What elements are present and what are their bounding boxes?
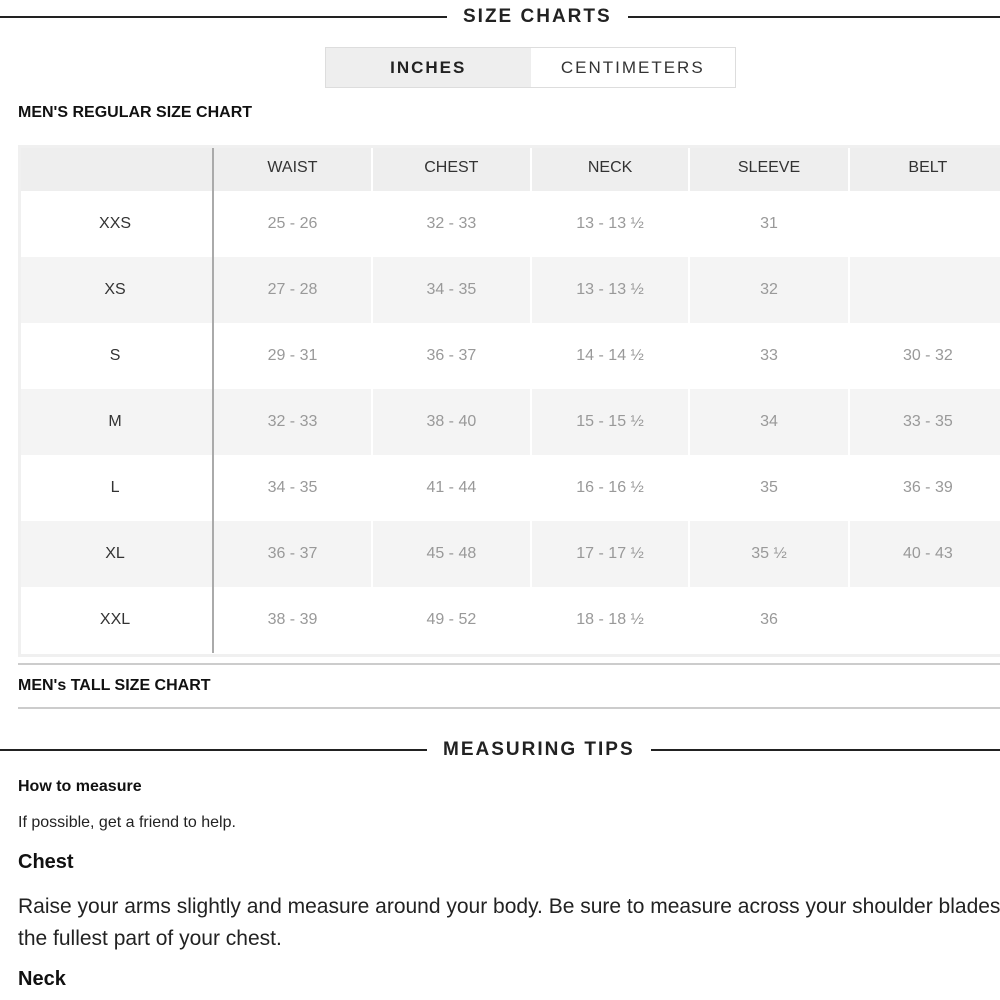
neck-tip-title: Neck: [18, 968, 66, 990]
table-cell: 14 - 14 ½: [532, 323, 691, 389]
table-row: [18, 389, 1000, 455]
table-cell: 35 ½: [690, 521, 849, 587]
header-chest: CHEST: [373, 145, 532, 191]
table-cell: 45 - 48: [373, 521, 532, 587]
size-label: XXL: [18, 587, 214, 653]
table-cell: 13 - 13 ½: [532, 257, 691, 323]
table-cell: 34 - 35: [373, 257, 532, 323]
size-label: M: [18, 389, 214, 455]
table-cell: [850, 587, 1000, 653]
table-cell: 30 - 32: [850, 323, 1000, 389]
table-cell: 15 - 15 ½: [532, 389, 691, 455]
table-cell: 32: [690, 257, 849, 323]
size-charts-title: SIZE CHARTS: [463, 6, 612, 27]
table-cell: 34: [690, 389, 849, 455]
header-sleeve: SLEEVE: [690, 145, 849, 191]
table-cell: 40 - 43: [850, 521, 1000, 587]
table-cell: 35: [690, 455, 849, 521]
divider: [18, 707, 1000, 709]
table-cell: 32 - 33: [214, 389, 373, 455]
heading-rule-left: [0, 749, 427, 751]
header-belt: BELT: [850, 145, 1000, 191]
table-cell: 17 - 17 ½: [532, 521, 691, 587]
chest-tip-line: Raise your arms slightly and measure around your body. Be sure to measure across your shoulder blades: [18, 895, 1000, 918]
regular-size-chart-title: MEN'S REGULAR SIZE CHART: [18, 104, 253, 121]
table-row: [18, 191, 1000, 257]
chest-tip-title: Chest: [18, 851, 74, 873]
table-cell: 33: [690, 323, 849, 389]
size-label: XS: [18, 257, 214, 323]
table-cell: 36 - 37: [214, 521, 373, 587]
header-neck: NECK: [532, 145, 691, 191]
table-cell: 16 - 16 ½: [532, 455, 691, 521]
divider: [18, 663, 1000, 665]
table-cell: 33 - 35: [850, 389, 1000, 455]
header-waist: WAIST: [214, 145, 373, 191]
how-to-measure-title: How to measure: [18, 778, 142, 795]
tab-centimeters[interactable]: CENTIMETERS: [531, 48, 736, 87]
table-cell: [850, 191, 1000, 257]
table-cell: 36: [690, 587, 849, 653]
table-row: [18, 257, 1000, 323]
heading-rule-right: [628, 16, 1000, 18]
table-row: [18, 521, 1000, 587]
unit-toggle: [325, 47, 736, 88]
header-size-column: [18, 145, 214, 191]
table-cell: 49 - 52: [373, 587, 532, 653]
table-cell: [850, 257, 1000, 323]
tab-inches[interactable]: INCHES: [326, 48, 531, 87]
measuring-tips-heading: [0, 739, 1000, 761]
chest-tip-line: the fullest part of your chest.: [18, 927, 282, 950]
table-row: [18, 587, 1000, 653]
table-cell: 38 - 40: [373, 389, 532, 455]
size-charts-heading: [0, 6, 1000, 28]
table-cell: 31: [690, 191, 849, 257]
table-cell: 34 - 35: [214, 455, 373, 521]
table-cell: 27 - 28: [214, 257, 373, 323]
table-cell: 41 - 44: [373, 455, 532, 521]
how-to-measure-text: If possible, get a friend to help.: [18, 814, 236, 831]
size-label: L: [18, 455, 214, 521]
heading-rule-left: [0, 16, 447, 18]
heading-rule-right: [651, 749, 1000, 751]
table-row: [18, 455, 1000, 521]
size-label: XXS: [18, 191, 214, 257]
table-row: [18, 323, 1000, 389]
table-header-row: [18, 145, 1000, 191]
chest-tip-text: [18, 891, 1000, 955]
size-label: XL: [18, 521, 214, 587]
table-cell: 29 - 31: [214, 323, 373, 389]
table-cell: 36 - 37: [373, 323, 532, 389]
table-cell: 18 - 18 ½: [532, 587, 691, 653]
table-cell: 25 - 26: [214, 191, 373, 257]
table-cell: 36 - 39: [850, 455, 1000, 521]
regular-size-table: [18, 145, 1000, 653]
table-cell: 32 - 33: [373, 191, 532, 257]
table-cell: 13 - 13 ½: [532, 191, 691, 257]
size-label: S: [18, 323, 214, 389]
measuring-tips-title: MEASURING TIPS: [443, 739, 635, 760]
tall-size-chart-toggle[interactable]: MEN's TALL SIZE CHART: [18, 677, 211, 694]
table-cell: 38 - 39: [214, 587, 373, 653]
